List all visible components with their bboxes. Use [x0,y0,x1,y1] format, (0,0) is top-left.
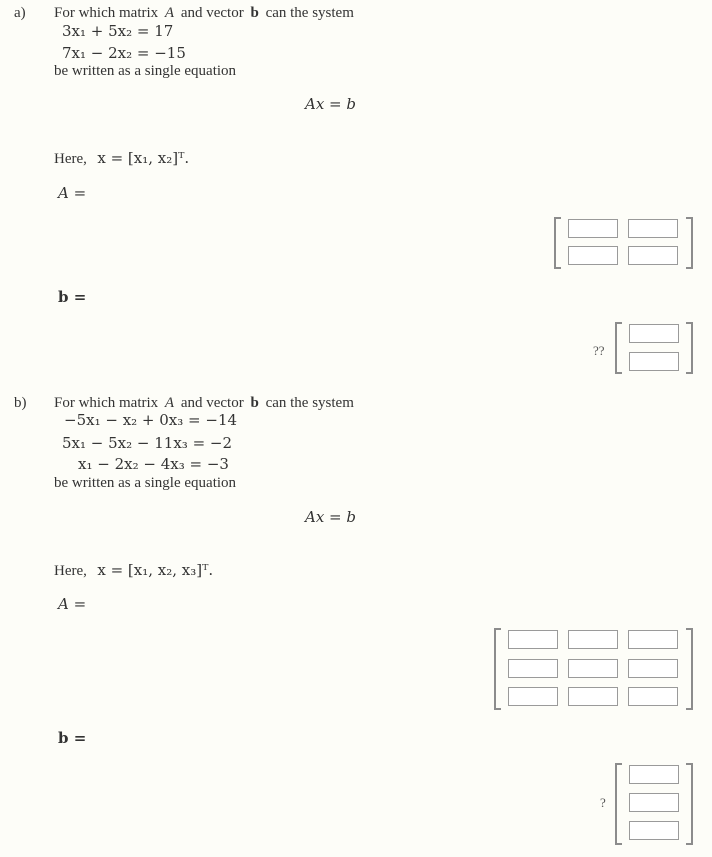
matrix-A-input-r1c2[interactable] [568,630,618,649]
bracket-left [615,763,622,845]
equation-1: −5x₁ − x₂ + 0x₃ = −14 [64,411,238,429]
equation-2: 7x₁ − 2x₂ = −15 [62,44,186,62]
bracket-right [686,628,693,710]
matrix-A-input-r1c3[interactable] [628,630,678,649]
equation-2: 5x₁ − 5x₂ − 11x₃ = −2 [62,434,233,452]
problem-intro: For which matrix A and vector b can the system [54,395,354,411]
part-label: a) [14,5,26,21]
matrix-A-input-r2c1[interactable] [568,246,618,265]
problem-intro: For which matrix A and vector b can the system [54,5,354,21]
matrix-A-input-r1c1[interactable] [568,219,618,238]
matrix-equation: Ax = b [305,95,356,113]
matrix-A-input-r1c1[interactable] [508,630,558,649]
b-unknown-marker: ? [600,795,606,810]
vector-b-input-r1[interactable] [629,765,679,784]
problem-outro: be written as a single equation [54,475,237,491]
vector-b-input-r2[interactable] [629,793,679,812]
bracket-left [554,217,561,269]
part-label: b) [14,395,27,411]
x-definition: Here, x = [x₁, x₂]ᵀ. [54,149,190,167]
matrix-A-label: A = [58,595,87,613]
matrix-A-input-r2c2[interactable] [628,246,678,265]
vector-b-input-r2[interactable] [629,352,679,371]
vector-b-input-r3[interactable] [629,821,679,840]
x-definition: Here, x = [x₁, x₂, x₃]ᵀ. [54,561,214,579]
matrix-equation: Ax = b [305,508,356,526]
matrix-A-input-r3c3[interactable] [628,687,678,706]
bracket-right [686,217,693,269]
equation-3: x₁ − 2x₂ − 4x₃ = −3 [78,455,229,473]
matrix-A-input-r3c2[interactable] [568,687,618,706]
matrix-A-input-r1c2[interactable] [628,219,678,238]
matrix-A-input-r3c1[interactable] [508,687,558,706]
bracket-right [686,322,693,374]
matrix-A-input-r2c2[interactable] [568,659,618,678]
matrix-A-label: A = [58,184,87,202]
vector-b-input-r1[interactable] [629,324,679,343]
vector-b-label: b = [58,288,87,306]
bracket-left [494,628,501,710]
equation-1: 3x₁ + 5x₂ = 17 [62,22,174,40]
matrix-A-input-r2c3[interactable] [628,659,678,678]
problem-outro: be written as a single equation [54,63,237,79]
b-unknown-marker: ?? [593,343,605,358]
vector-b-label: b = [58,729,87,747]
bracket-left [615,322,622,374]
bracket-right [686,763,693,845]
matrix-A-input-r2c1[interactable] [508,659,558,678]
